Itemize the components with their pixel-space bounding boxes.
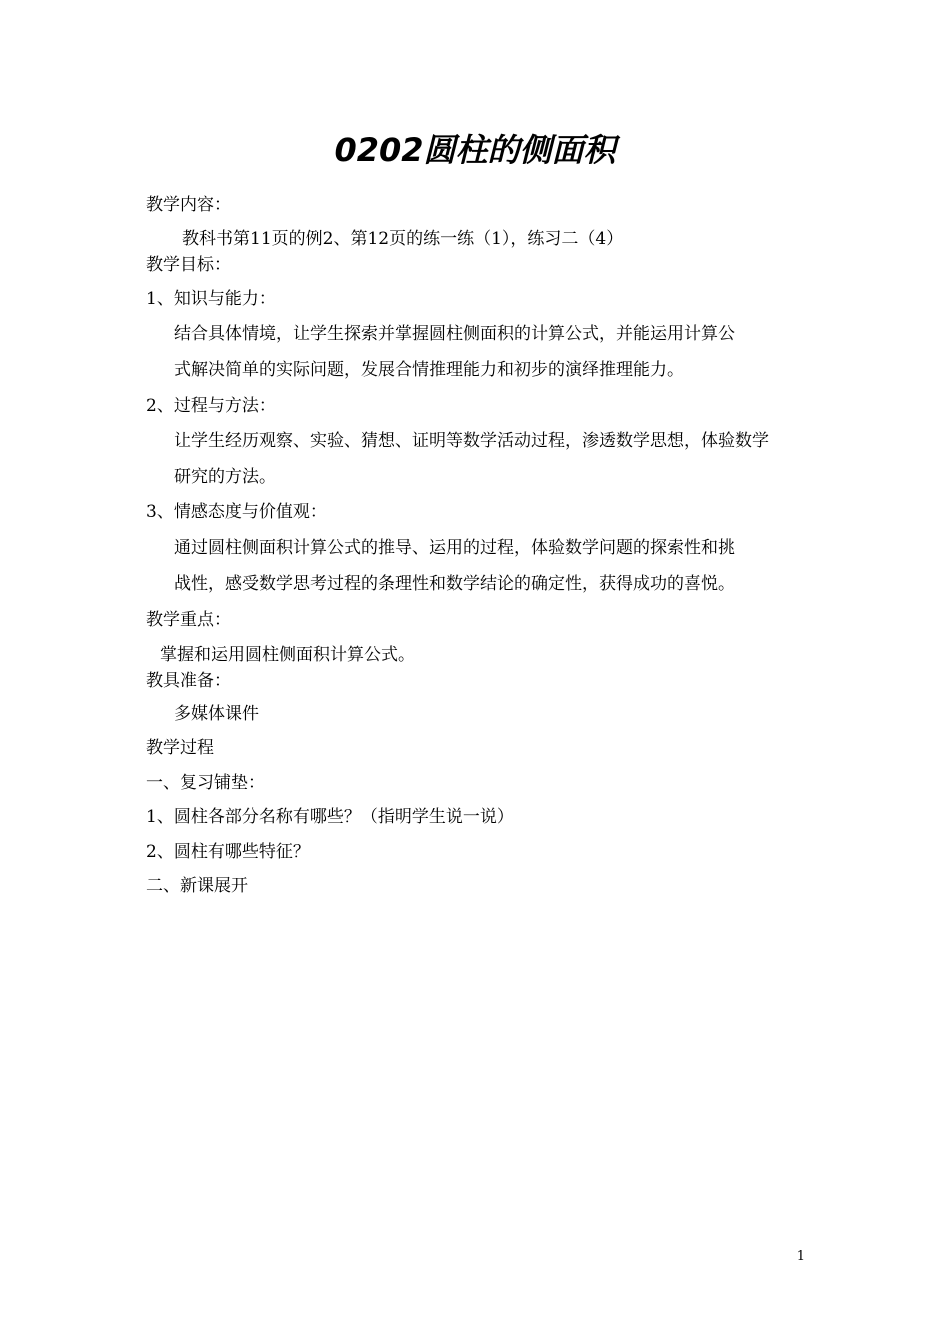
key-point-label: 教学重点： — [146, 610, 231, 630]
section-1-heading: 一、复习铺垫： — [146, 773, 265, 793]
objective-2-line-2: 研究的方法。 — [174, 467, 276, 487]
document-title: 0202圆柱的侧面积 — [334, 131, 616, 169]
objective-1-line-2: 式解决简单的实际问题，发展合情推理能力和初步的演绎推理能力。 — [174, 360, 684, 380]
objective-1-heading: 1、知识与能力： — [146, 289, 276, 309]
page-number: 1 — [796, 1249, 805, 1264]
objectives-label: 教学目标： — [146, 255, 231, 275]
teaching-content-label: 教学内容： — [146, 195, 231, 215]
section-1-question-1: 1、圆柱各部分名称有哪些？（指明学生说一说） — [146, 807, 514, 827]
objective-1-line-1: 结合具体情境，让学生探索并掌握圆柱侧面积的计算公式，并能运用计算公 — [174, 324, 735, 344]
teaching-content-text: 教科书第11页的例2、第12页的练一练（1），练习二（4） — [182, 229, 624, 249]
objective-3-line-2: 战性，感受数学思考过程的条理性和数学结论的确定性，获得成功的喜悦。 — [174, 574, 735, 594]
section-2-heading: 二、新课展开 — [146, 876, 248, 896]
objective-3-line-1: 通过圆柱侧面积计算公式的推导、运用的过程，体验数学问题的探索性和挑 — [174, 538, 735, 558]
objective-2-heading: 2、过程与方法： — [146, 396, 276, 416]
objective-2-line-1: 让学生经历观察、实验、猜想、证明等数学活动过程，渗透数学思想，体验数学 — [174, 431, 769, 451]
materials-text: 多媒体课件 — [174, 704, 259, 724]
section-1-question-2: 2、圆柱有哪些特征？ — [146, 842, 310, 862]
materials-label: 教具准备： — [146, 671, 231, 691]
key-point-text: 掌握和运用圆柱侧面积计算公式。 — [160, 645, 415, 665]
process-label: 教学过程 — [146, 738, 214, 758]
objective-3-heading: 3、情感态度与价值观： — [146, 502, 327, 522]
